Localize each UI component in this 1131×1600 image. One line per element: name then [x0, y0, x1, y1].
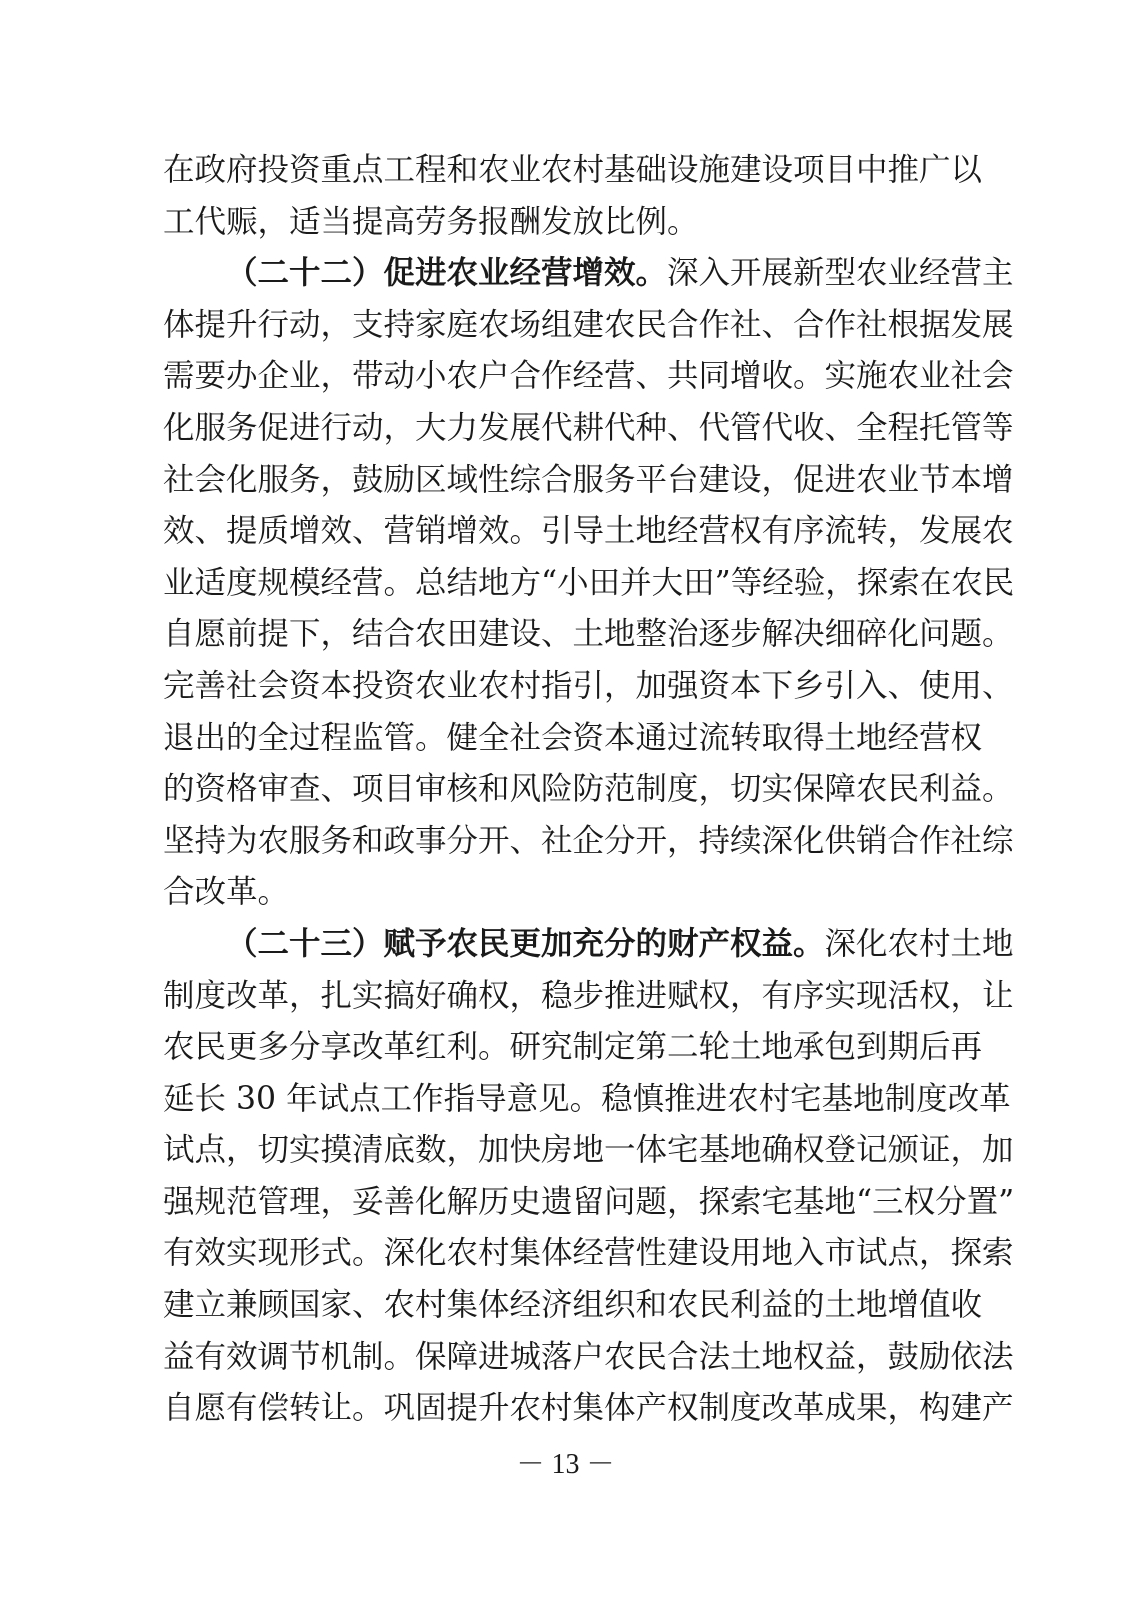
text-line: 在政府投资重点工程和农业农村基础设施建设项目中推广以 — [163, 152, 983, 188]
section-heading-line — [163, 919, 1014, 971]
text-line: 退出的全过程监管。健全社会资本通过流转取得土地经营权 — [163, 719, 983, 756]
text-run: 深化农村土地 — [824, 925, 1014, 962]
text-line: 试点，切实摸清底数，加快房地一体宅基地确权登记颁证，加 — [163, 1132, 1014, 1169]
text-line: 体提升行动，支持家庭农场组建农民合作社、合作社根据发展 — [163, 306, 1014, 343]
text-run: 深入开展新型农业经营主 — [667, 255, 1014, 292]
section-heading: （二十二）促进农业经营增效。 — [226, 255, 668, 292]
text-line: 的资格审查、项目审核和风险防范制度，切实保障农民利益。 — [163, 771, 1014, 808]
section-heading-line — [163, 248, 1014, 300]
text-line: 延长 30 年试点工作指导意见。稳慎推进农村宅基地制度改革 — [163, 1080, 1011, 1117]
text-line: 强规范管理，妥善化解历史遗留问题，探索宅基地“三权分置” — [163, 1183, 1015, 1220]
text-line: 完善社会资本投资农业农村指引，加强资本下乡引入、使用、 — [163, 667, 1014, 704]
text-line: 业适度规模经营。总结地方“小田并大田”等经验，探索在农民 — [163, 564, 1015, 601]
text-line: 制度改革，扎实搞好确权，稳步推进赋权，有序实现活权，让 — [163, 977, 1014, 1014]
text-line: 合改革。 — [163, 874, 290, 911]
text-line: 坚持为农服务和政事分开、社企分开，持续深化供销合作社综 — [163, 822, 1014, 859]
text-line: 自愿有偿转让。巩固提升农村集体产权制度改革成果，构建产 — [163, 1390, 1014, 1427]
text-line: 益有效调节机制。保障进城落户农民合法土地权益，鼓励依法 — [163, 1338, 1014, 1375]
text-line: 工代赈，适当提高劳务报酬发放比例。 — [163, 203, 699, 240]
text-line: 需要办企业，带动小农户合作经营、共同增收。实施农业社会 — [163, 358, 1014, 395]
page-number: － 13 － — [516, 1449, 615, 1480]
text-line: 自愿前提下，结合农田建设、土地整治逐步解决细碎化问题。 — [163, 616, 1014, 653]
text-line: 农民更多分享改革红利。研究制定第二轮土地承包到期后再 — [163, 1029, 983, 1066]
text-line: 社会化服务，鼓励区域性综合服务平台建设，促进农业节本增 — [163, 461, 1014, 498]
text-line: 有效实现形式。深化农村集体经营性建设用地入市试点，探索 — [163, 1235, 1014, 1272]
section-heading: （二十三）赋予农民更加充分的财产权益。 — [226, 925, 825, 962]
text-line: 化服务促进行动，大力发展代耕代种、代管代收、全程托管等 — [163, 409, 1014, 446]
text-line: 建立兼顾国家、农村集体经济组织和农民利益的土地增值收 — [163, 1287, 983, 1324]
text-line: 效、提质增效、营销增效。引导土地经营权有序流转，发展农 — [163, 513, 1014, 550]
body-text — [163, 145, 1015, 1435]
